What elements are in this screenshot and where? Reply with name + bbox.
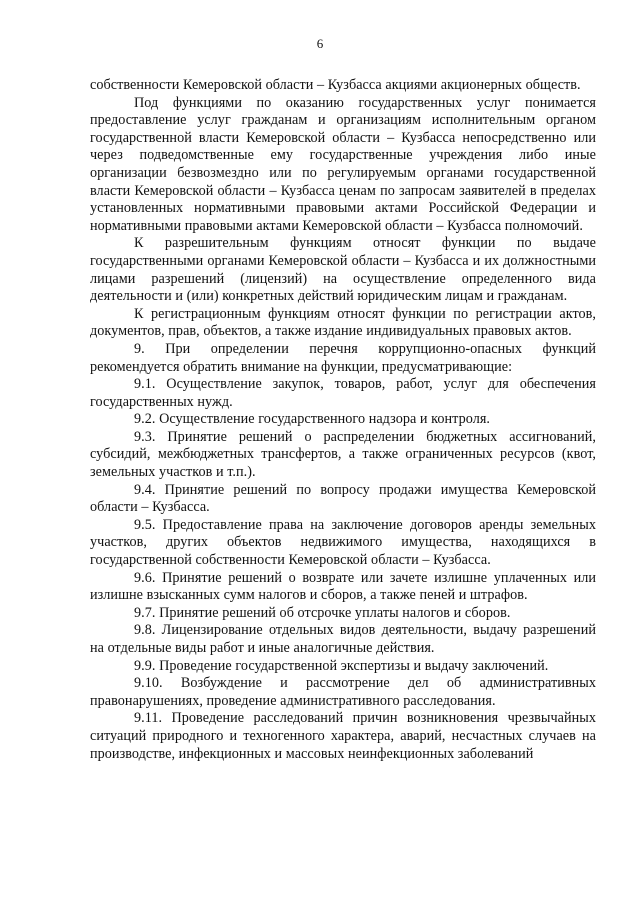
paragraph-item-9-5: 9.5. Предоставление права на заключение договоров аренды земельных участков, других объектов недвижимого имущества, находящихся в государственной собственности Кемеровской области – Кузбасса. [90,516,596,569]
paragraph-state-services-definition: Под функциями по оказанию государственных услуг понимается предоставление услуг гражданам и организациям исполнительным органом государственной власти Кемеровской области – Кузбасса непосредственно или через подведомственные ему государственные учреждения либо иные организации безвозмездно или по регулируемым органами государственной власти Кемеровской области – Кузбасса ценам по запросам заявителей в пределах установленных нормативными правовыми актами Российской Федерации и нормативными правовыми актами Кемеровской области – Кузбасса полномочий. [90,94,596,234]
paragraph-registration-functions: К регистрационным функциям относят функции по регистрации актов, документов, прав, объектов, а также издание индивидуальных правовых актов. [90,305,596,340]
page-number: 6 [316,36,324,51]
paragraph-item-9-4: 9.4. Принятие решений по вопросу продажи имущества Кемеровской области – Кузбасса. [90,481,596,516]
paragraph-item-9-6: 9.6. Принятие решений о возврате или зачете излишне уплаченных или излишне взысканных сумм налогов и сборов, а также пеней и штрафов. [90,569,596,604]
paragraph-permit-functions: К разрешительным функциям относят функции по выдаче государственными органами Кемеровской области – Кузбасса и их должностными лицами разрешений (лицензий) на осуществление определенного вида деятельности и (или) конкретных действий юридическим лицам и гражданам. [90,235,596,305]
paragraph-item-9-1: 9.1. Осуществление закупок, товаров, работ, услуг для обеспечения государственных нужд. [90,376,596,410]
paragraph-item-9-9: 9.9. Проведение государственной экспертизы и выдачу заключений. [134,657,549,674]
paragraph-item-9-7: 9.7. Принятие решений об отсрочке уплаты налогов и сборов. [134,604,511,621]
document-body [90,77,596,763]
paragraph-item-9-11: 9.11. Проведение расследований причин возникновения чрезвычайных ситуаций природного и техногенного характера, аварий, несчастных случаев на производстве, инфекционных и массовых неинфекционных заболеваний [90,710,596,762]
paragraph-item-9-2: 9.2. Осуществление государственного надзора и контроля. [134,411,491,428]
paragraph-continuation: собственности Кемеровской области – Кузбасса акциями акционерных обществ. [90,77,581,93]
paragraph-item-9-8: 9.8. Лицензирование отдельных видов деятельности, выдачу разрешений на отдельные виды работ и иные аналогичные действия. [90,622,596,656]
paragraph-item-9: 9. При определении перечня коррупционно-опасных функций рекомендуется обратить внимание на функции, предусматривающие: [90,340,596,375]
paragraph-item-9-10: 9.10. Возбуждение и рассмотрение дел об административных правонарушениях, проведение административного расследования. [90,675,596,709]
paragraph-item-9-3: 9.3. Принятие решений о распределении бюджетных ассигнований, субсидий, межбюджетных трансфертов, а также ограниченных ресурсов (квот, земельных участков и т.п.). [90,428,596,481]
